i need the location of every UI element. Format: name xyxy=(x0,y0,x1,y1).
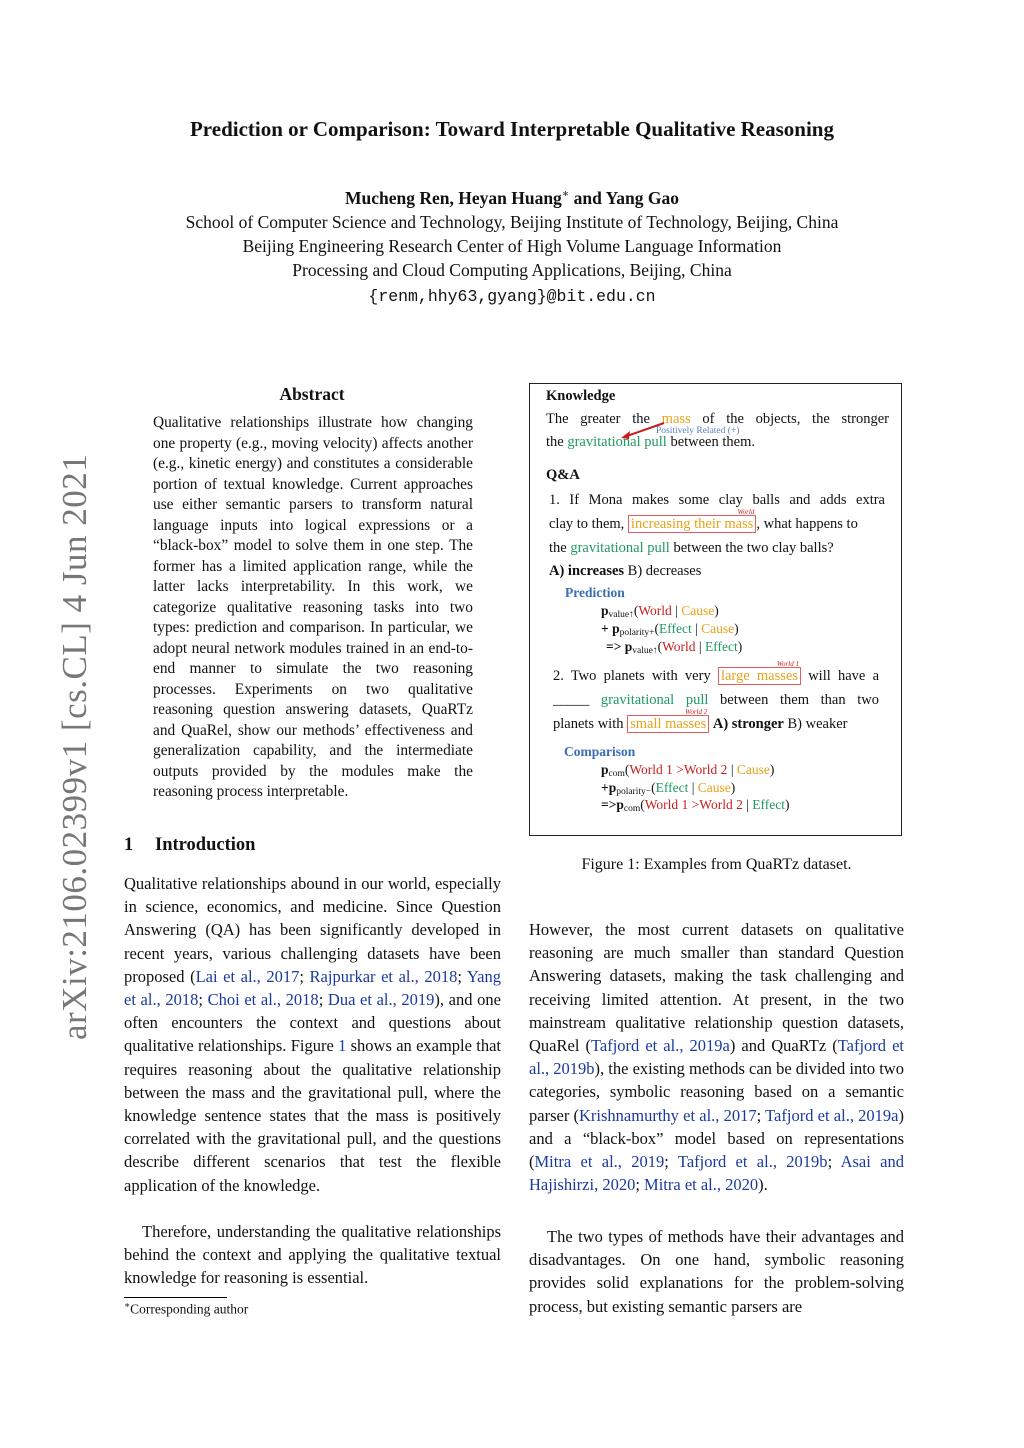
arg-world: World 1 >World 2 xyxy=(629,762,728,777)
question-1-world-span xyxy=(628,508,756,533)
text-run: increasing their mass xyxy=(630,516,754,532)
text-run: 2. Two planets with very xyxy=(553,668,718,684)
citation-link[interactable]: Choi et al., 2018 xyxy=(207,990,319,1010)
arg-cause: Cause xyxy=(701,621,735,636)
text-run: ) and a “black-box” model based on representations ( xyxy=(529,1105,904,1172)
text-run: clay to them, xyxy=(549,516,628,532)
module-subscript: value↑ xyxy=(632,646,658,656)
module-subscript: value↑ xyxy=(608,610,634,620)
comparison-step-1 xyxy=(601,762,774,779)
text-run: ; xyxy=(318,990,328,1010)
author-list xyxy=(0,187,1024,209)
arg-effect: Effect xyxy=(658,621,692,636)
text-run: ; xyxy=(299,966,310,986)
figure-reference-link[interactable]: 1 xyxy=(338,1036,347,1056)
comparison-step-2 xyxy=(601,780,735,797)
text-run: However, the most current datasets on qualitative reasoning are much smaller than standard Question Answering datasets, making the task challenging and receiving limited attention. At present, in the two mainstream qualitative relationship question datasets, QuaRel ( xyxy=(529,920,904,1056)
answer-option: B) weaker xyxy=(783,716,848,732)
text-run: ) xyxy=(737,639,743,654)
author-star: ∗ xyxy=(561,188,570,200)
arg-world: World xyxy=(662,639,696,654)
text-run: | xyxy=(695,639,705,654)
text-run: of the objects, the stronger xyxy=(690,411,889,427)
citation-link[interactable]: Dua et al., 2019 xyxy=(327,990,435,1010)
prediction-step-2 xyxy=(601,621,739,638)
text-run: | xyxy=(671,603,682,618)
text-run: The greater the xyxy=(546,411,662,427)
text-run: large masses xyxy=(720,668,798,684)
relation-label: Positively Related (+) xyxy=(656,426,740,436)
answer-blank: _____ xyxy=(553,692,601,708)
text-run: ( xyxy=(651,780,656,795)
text-run: ), the existing methods can be divided into two categories, symbolic reasoning based on a semantic parser ( xyxy=(529,1059,904,1125)
text-run: | xyxy=(688,780,698,795)
abstract-text: Qualitative relationships illustrate how changing one property (e.g., moving velocity) affects another (e.g., kinetic energy) and constitutes a considerable portion of textual knowledge. Current approaches use either semantic parsers to transform natural language inputs into logical expressions or a “black-box” model to solve them in one step. The former has a limited application range, while the latter lacks interpretability. In this work, we categorize qualitative reasoning tasks into two types: prediction and comparison. In particular, we adopt neural network modules trained in an end-to-end manner to simulate the two reasoning processes. Experiments on two qualitative reasoning question answering datasets, QuaRTz and QuaRel, show our methods’ effectiveness and generalization capability, and the intermediate outputs provided by the modules make the reasoning process interpretable. xyxy=(153,414,473,800)
world-tag: World 2 xyxy=(685,708,708,716)
author-email[interactable]: {renm,hhy63,gyang}@bit.edu.cn xyxy=(368,287,656,306)
module-name: => p xyxy=(606,639,633,654)
question-2-line-2 xyxy=(553,692,879,709)
arg-cause: Cause xyxy=(697,780,731,795)
text-run: Qualitative relationships abound in our world, especially in science, economics, and medicine. Since Question Answering (QA) has been significantly developed in recent years, various challenging datasets have been proposed ( xyxy=(124,874,501,986)
intro-paragraph-2: Therefore, understanding the qualitative relationships behind the context and applying the qualitative textual knowledge for reasoning is essential. xyxy=(124,1222,501,1288)
world-tag: World xyxy=(737,508,755,516)
citation-link[interactable]: Tafjord et al., 2019b xyxy=(677,1152,828,1172)
citation-link[interactable]: Yang et al., 2018 xyxy=(124,966,501,1010)
footnote-star: ∗ xyxy=(124,1300,131,1310)
text-run: the xyxy=(549,540,571,556)
text-run: , what happens to xyxy=(756,516,858,532)
citation-link[interactable]: Asai and Hajishirzi, 2020 xyxy=(529,1152,904,1195)
module-name: + p xyxy=(601,621,620,636)
citation-link[interactable]: Tafjord et al., 2019a xyxy=(765,1105,899,1125)
arg-world: World xyxy=(638,603,672,618)
qa-heading: Q&A xyxy=(546,467,580,483)
text-run: the xyxy=(546,434,568,450)
text-run: ), and one often encounters the context and questions about qualitative relationships. Figure xyxy=(124,990,501,1056)
text-run: will have a xyxy=(800,668,880,684)
text-run: ; xyxy=(198,990,208,1010)
section-heading-introduction xyxy=(124,835,255,856)
module-subscript: polarity− xyxy=(616,787,652,797)
citation-link[interactable]: Krishnamurthy et al., 2017 xyxy=(579,1105,757,1125)
citation-link[interactable]: Mitra et al., 2019 xyxy=(534,1152,665,1172)
module-name: +p xyxy=(601,780,617,795)
question-1-line-1: 1. If Mona makes some clay balls and adds extra xyxy=(549,492,885,508)
footnote xyxy=(124,1300,248,1318)
text-run: ) xyxy=(734,621,739,636)
knowledge-gravitational-pull: gravitational pull xyxy=(567,434,667,450)
comparison-label: Comparison xyxy=(564,744,636,759)
question-1-line-3 xyxy=(549,540,834,557)
intro-paragraph-3 xyxy=(529,918,904,1196)
intro-paragraph-4: The two types of methods have their advantages and disadvantages. On one hand, symbolic reasoning provides solid explanations for the problem-solving process, but existing semantic parsers are xyxy=(529,1227,904,1316)
question-2-world-2-span xyxy=(627,708,709,733)
answer-option-correct: A) stronger xyxy=(712,716,784,732)
text-run: ; xyxy=(635,1175,645,1195)
section-title: Introduction xyxy=(155,835,256,855)
text-run: ; xyxy=(664,1152,678,1172)
world-tag: World 1 xyxy=(776,660,799,668)
answer-option: B) decreases xyxy=(624,563,702,579)
question-2-world-1-span xyxy=(718,660,801,685)
text-run: ) xyxy=(785,797,790,812)
arg-effect: Effect xyxy=(752,797,786,812)
prediction-label: Prediction xyxy=(565,585,625,600)
author-last: and Yang Gao xyxy=(569,187,680,208)
module-subscript: com xyxy=(608,769,625,779)
arg-effect: Effect xyxy=(704,639,738,654)
citation-link[interactable]: Tafjord et al., 2019b xyxy=(529,1036,905,1079)
knowledge-line-2 xyxy=(546,434,755,451)
arg-effect: Effect xyxy=(655,780,689,795)
text-run: between them than two xyxy=(708,692,879,708)
citation-link[interactable]: Tafjord et al., 2019a xyxy=(590,1036,730,1056)
text-run: small masses xyxy=(630,716,707,732)
intro-paragraph-1 xyxy=(124,872,501,1197)
text-run: ) and QuaRTz ( xyxy=(729,1036,838,1056)
affiliation-3: Processing and Cloud Computing Applications, Beijing, China xyxy=(292,260,732,280)
question-2-gravitational-pull: gravitational pull xyxy=(600,692,709,708)
citation-link[interactable]: Rajpurkar et al., 2018 xyxy=(309,966,458,986)
comparison-step-3 xyxy=(601,797,790,814)
paper-title: Prediction or Comparison: Toward Interpretable Qualitative Reasoning xyxy=(189,117,834,141)
module-name: p xyxy=(601,603,609,618)
text-run: between the two clay balls? xyxy=(669,540,834,556)
text-run: ). xyxy=(758,1175,768,1195)
citation-link[interactable]: Lai et al., 2017 xyxy=(195,966,300,986)
text-run: ; xyxy=(457,966,467,986)
footnote-rule xyxy=(124,1297,227,1298)
text-run: ) xyxy=(714,603,719,618)
text-run: ( xyxy=(654,621,659,636)
module-name: p xyxy=(601,762,609,777)
figure-1-box xyxy=(529,383,902,836)
prediction-step-3 xyxy=(606,639,742,656)
arxiv-identifier: arXiv:2106.02399v1 [cs.CL] 4 Jun 2021 xyxy=(55,453,94,1040)
text-run: ; xyxy=(756,1105,766,1125)
question-2-line-3 xyxy=(553,708,848,733)
arg-world: World 1 >World 2 xyxy=(644,797,743,812)
module-subscript: com xyxy=(623,804,641,814)
text-run: ( xyxy=(624,762,630,777)
knowledge-mass: mass xyxy=(661,411,691,427)
text-run: ( xyxy=(640,797,645,812)
footnote-text: Corresponding author xyxy=(130,1301,249,1317)
affiliation-2: Beijing Engineering Research Center of High Volume Language Information xyxy=(242,236,782,256)
module-subscript: polarity+ xyxy=(619,628,655,638)
text-run: between them. xyxy=(666,434,755,450)
text-run: planets with xyxy=(553,716,628,732)
abstract-heading: Abstract xyxy=(279,384,345,404)
prediction-step-1 xyxy=(601,603,719,620)
text-run: ) xyxy=(730,780,736,795)
text-run: | xyxy=(742,797,753,812)
module-name: =>p xyxy=(601,797,624,812)
question-1-line-2 xyxy=(549,508,858,533)
text-run: shows an example that requires reasoning about the qualitative relationship between the mass and the gravitational pull, where the knowledge sentence states that the mass is positively correlated with the gravitational pull, and the questions describe different scenarios that test the flexible application of the knowledge. xyxy=(124,1036,501,1195)
section-number: 1 xyxy=(124,835,134,855)
knowledge-heading: Knowledge xyxy=(546,388,616,404)
question-1-options xyxy=(549,563,701,580)
arg-cause: Cause xyxy=(681,603,715,618)
text-run: ) xyxy=(769,762,775,777)
text-run: ( xyxy=(657,639,663,654)
question-1-gravitational-pull: gravitational pull xyxy=(570,540,670,556)
author-names: Mucheng Ren, Heyan Huang xyxy=(344,187,562,208)
text-run: ( xyxy=(633,603,639,618)
answer-option-correct: A) increases xyxy=(549,563,625,579)
question-2-line-1 xyxy=(553,660,880,685)
figure-1-caption: Figure 1: Examples from QuaRTz dataset. xyxy=(581,856,852,873)
text-run: ; xyxy=(827,1152,841,1172)
affiliation-1: School of Computer Science and Technology, Beijing Institute of Technology, Beijing, China xyxy=(185,212,839,232)
text-run: | xyxy=(691,621,702,636)
arg-cause: Cause xyxy=(736,762,770,777)
citation-link[interactable]: Mitra et al., 2020 xyxy=(644,1175,759,1195)
text-run: | xyxy=(727,762,737,777)
